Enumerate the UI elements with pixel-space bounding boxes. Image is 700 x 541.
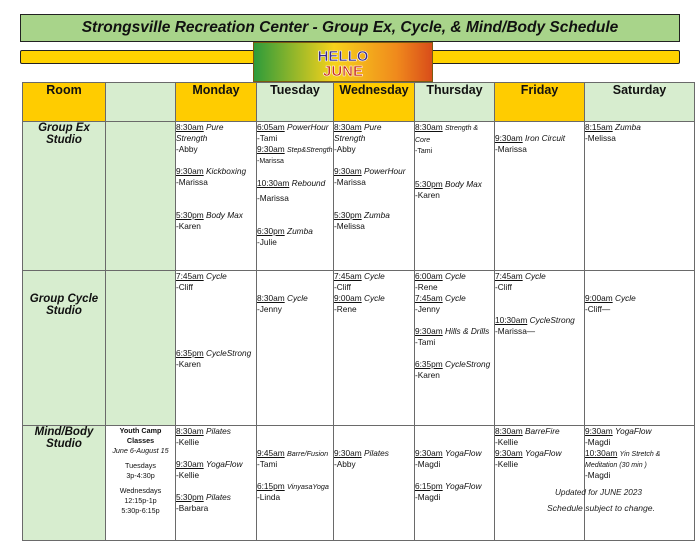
hello-june-logo [258,45,428,79]
class-entry: 8:30am Cycle -Jenny [257,293,308,314]
youth-camp-dates: June 6-August 15 [112,446,169,455]
header-blank [106,83,176,122]
mindbody-tuesday [257,426,334,541]
class-entry: 6:15pm YogaFlow -Magdi [415,481,482,502]
mindbody-wednesday [334,426,415,541]
class-entry: 8:15am Zumba -Melissa [585,122,641,143]
group-ex-saturday [585,122,695,271]
class-entry: 7:45am Cycle -Cliff [495,271,546,292]
header-monday: Monday [176,83,257,122]
class-entry: 9:30am YogaFlow -Kellie [495,448,562,469]
cycle-monday [176,271,257,426]
svg-text:JUNE: JUNE [322,63,364,79]
cycle-friday [495,271,585,426]
class-entry: 5:30pm Body Max -Karen [176,210,243,231]
cycle-thursday [415,271,495,426]
header-room: Room [23,83,106,122]
room-mindbody: Mind/Body Studio [23,426,106,541]
header-tuesday: Tuesday [257,83,334,122]
mindbody-row [23,426,695,541]
class-entry: 9:30am Iron Circuit -Marissa [495,133,566,154]
class-entry: 6:35pm CycleStrong -Karen [176,348,252,369]
page-title: Strongsville Recreation Center - Group Ex, Cycle, & Mind/Body Schedule [81,19,619,36]
class-entry: 6:05am PowerHour -Tami [257,122,329,143]
class-entry: 7:45am Cycle -Cliff [176,271,227,292]
class-entry: 9:30am Step&Strength -Marissa [257,144,333,165]
cycle-tuesday [257,271,334,426]
class-entry: 8:30am Pilates -Kellie [176,426,231,447]
group-ex-monday [176,122,257,271]
mindbody-saturday [585,426,695,541]
blank-cell [106,122,176,271]
group-ex-row [23,122,695,271]
class-entry: 9:00am Cycle -Cliff— [585,293,636,314]
cycle-wednesday [334,271,415,426]
cycle-saturday [585,271,695,426]
schedule-table [22,82,695,541]
class-entry: 10:30am Rebound -Marissa [257,178,326,203]
mindbody-friday [495,426,585,541]
blank-cell [106,271,176,426]
mindbody-thursday [415,426,495,541]
class-entry: 9:30am YogaFlow -Magdi [415,448,482,469]
class-entry: 9:00am Cycle -Rene [334,293,385,314]
class-entry: 9:30am Hills & Drills -Tami [415,326,490,347]
class-entry: 10:30am CycleStrong -Marissa— [495,315,575,336]
class-entry: 9:30am Kickboxing -Marissa [176,166,247,187]
class-entry: 10:30am Yin Stretch & Meditation (30 min ) -Magdi [585,448,661,480]
header-thursday: Thursday [415,83,495,122]
class-entry: 9:30am Pilates -Abby [334,448,389,469]
class-entry: 6:35pm CycleStrong -Karen [415,359,491,380]
youth-camp-cell: Youth Camp Classes June 6-August 15 Tuesdays 3p-4:30p Wednesdays 12:15p-1p 5:30p-6:15p [106,426,176,541]
class-entry: 6:00am Cycle -Rene [415,271,466,292]
youth-camp-title: Youth Camp Classes [119,426,162,445]
room-group-ex: Group Ex Studio [23,122,106,271]
class-entry: 9:30am YogaFlow -Magdi [585,426,652,447]
class-entry: 9:30am PowerHour -Marissa [334,166,406,187]
header-wednesday: Wednesday [334,83,415,122]
room-cycle: Group Cycle Studio [23,271,106,426]
class-entry: 9:45am Barre/Fusion -Tami [257,448,329,469]
class-entry: 6:15pm VinyasaYoga -Linda [257,481,329,502]
header-saturday: Saturday [585,83,695,122]
class-entry: 5:30pm Body Max -Karen [415,179,482,200]
class-entry: 8:30am Strength & Core -Tami [415,122,479,155]
class-entry: 7:45am Cycle -Jenny [415,293,466,314]
header-friday: Friday [495,83,585,122]
class-entry: 9:30am YogaFlow -Kellie [176,459,243,480]
class-entry: 6:30pm Zumba -Julie [257,226,313,247]
group-ex-thursday [415,122,495,271]
group-ex-tuesday [257,122,334,271]
group-ex-wednesday [334,122,415,271]
mindbody-monday [176,426,257,541]
updated-note: Updated for JUNE 2023 [555,488,642,497]
group-ex-friday [495,122,585,271]
cycle-row [23,271,695,426]
header-row [23,83,695,122]
class-entry: 7:45am Cycle -Cliff [334,271,385,292]
hello-june-banner [253,42,433,82]
class-entry: 8:30am Pure Strength -Abby [334,122,382,154]
class-entry: 5:30pm Pilates -Barbara [176,492,231,513]
title-bar [20,14,680,42]
svg-text:HELLO: HELLO [317,48,369,65]
class-entry: 8:30am Pure Strength -Abby [176,122,224,154]
class-entry: 5:30pm Zumba -Melissa [334,210,390,231]
disclaimer-note: Schedule subject to change. [547,503,655,513]
class-entry: 8:30am BarreFire -Kellie [495,426,560,447]
